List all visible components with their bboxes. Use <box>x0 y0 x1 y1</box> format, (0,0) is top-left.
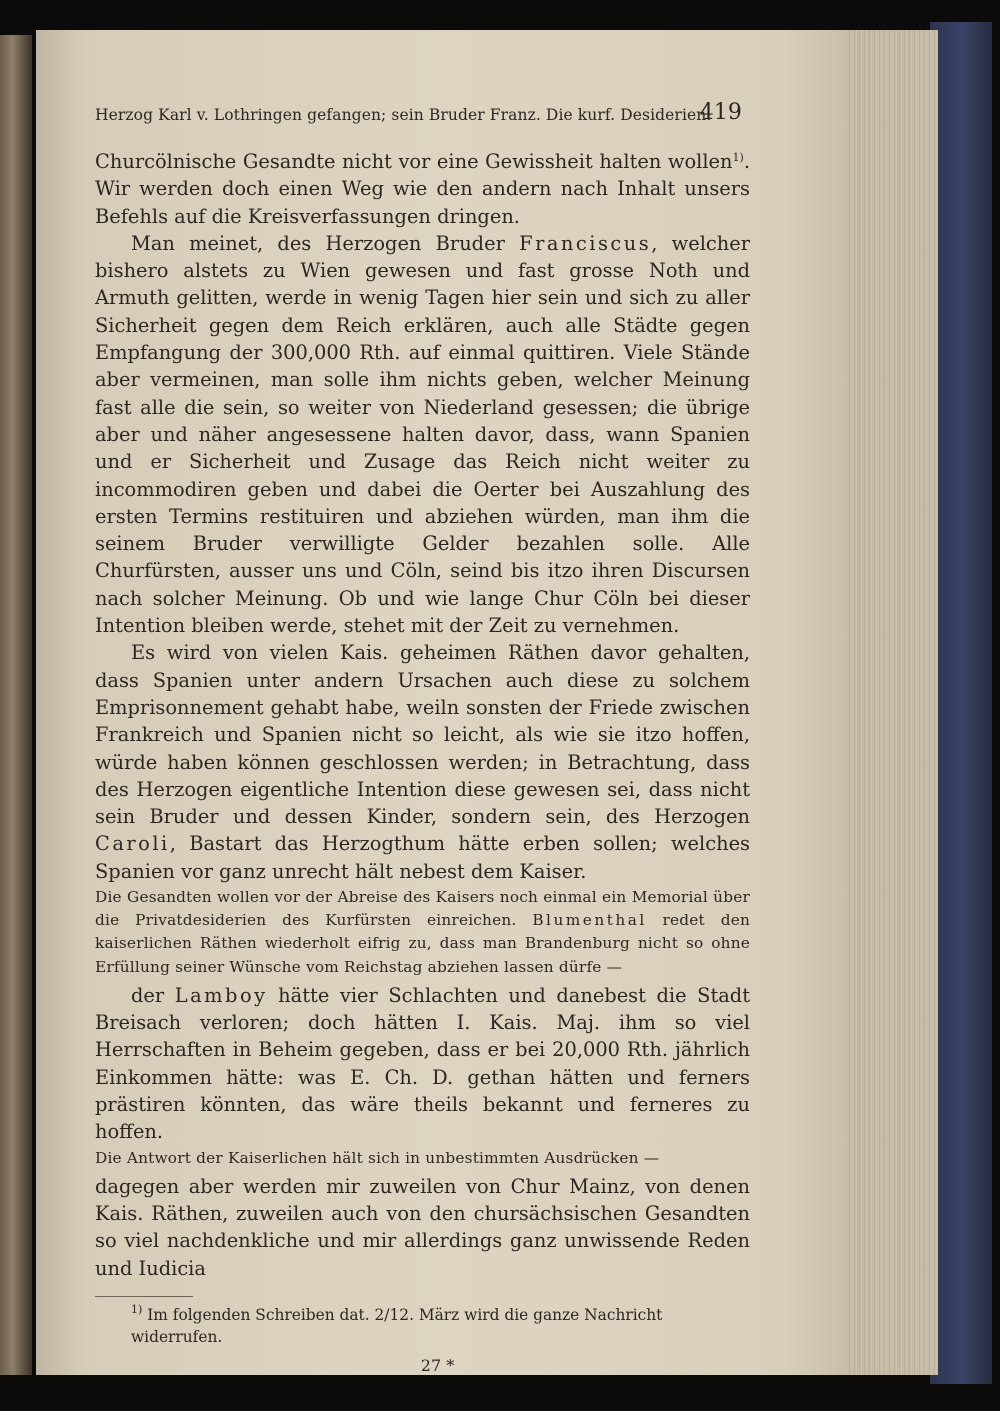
body-text <box>95 148 750 1282</box>
footnote-divider <box>95 1296 193 1297</box>
footnote-reference: 1) <box>732 151 744 164</box>
footnote-mark: 1) <box>131 1303 143 1316</box>
paragraph-3: Es wird von vielen Kais. geheimen Räthen davor gehalten, dass Spanien unter andern Ursachen auch diese zu solchem Emprisonnement gehabt habe, weiln sonsten der Friede zwischen Frankreich und Spanien nicht so leicht, als wie sie itzo hoffen, würde haben können geschlossen werden; in Betrachtung, dass des Herzogen eigentliche Intention diese gewesen sei, dass nicht sein Bruder und dessen Kinder, sondern sein, des Herzogen Caroli, Bastart das Herzogthum hätte erben sollen; welches Spanien vor ganz unrecht hält nebest dem Kaiser. <box>95 641 750 883</box>
left-page-edge <box>0 35 32 1375</box>
page-header <box>95 100 750 132</box>
page-number: 419 <box>699 100 742 125</box>
printer-signature: 27 * <box>420 1356 455 1375</box>
running-head: Herzog Karl v. Lothringen gefangen; sein Bruder Franz. Die kurf. Desiderien. <box>95 106 712 124</box>
footnote: $^{1)}$ Im folgenden Schreiben dat. 2/12. März wird die ganze Nachricht widerrufen. <box>131 1303 663 1346</box>
book-cover-edge <box>930 22 992 1384</box>
editorial-summary: Die Antwort der Kaiserlichen hält sich in unbestimmten Ausdrücken — <box>95 1148 660 1167</box>
page-edges <box>838 30 938 1375</box>
spaced-name: Franciscus <box>519 231 652 255</box>
spaced-name: Lamboy <box>174 983 268 1007</box>
paragraph-2: Man meinet, des Herzogen Bruder Franciscus, welcher bishero alstets zu Wien gewesen und fast grosse Noth und Armuth gelitten, werde in wenig Tagen hier sein und sich zu aller Sicherheit gegen dem Reich erklären, auch alle Städte gegen Empfangung der 300,000 Rth. auf einmal quittiren. Viele Stände aber vermeinen, man solle ihm nichts geben, welcher Meinung fast alle die sein, so weiter von Niederland gesessen; die übrige aber und näher angesessene halten davor, dass, wann Spanien und er Sicherheit und Zusage das Reich nicht weiter zu incommodiren geben und dabei die Oerter bei Auszahlung des ersten Termins restituiren und abziehen würden, man ihm die seinem Bruder verwilligte Gelder bezahlen solle. Alle Churfürsten, ausser uns und Cöln, seind bis itzo ihren Discursen nach solcher Meinung. Ob und wie lange Chur Cöln bei dieser Intention bleiben werde, stehet mit der Zeit zu vernehmen. <box>95 231 750 638</box>
paragraph-5: dagegen aber werden mir zuweilen von Chur Mainz, von denen Kais. Räthen, zuweilen auch von den chursächsischen Gesandten so viel nachdenkliche und mir allerdings ganz unwissende Reden und Iudicia <box>95 1174 750 1280</box>
spaced-name: Blumenthal <box>532 911 647 930</box>
paragraph-4: der Lamboy hätte vier Schlachten und danebest die Stadt Breisach verloren; doch hätten I. Kais. Maj. ihm so viel Herrschaften in Beheim gegeben, dass er bei 20,000 Rth. jährlich Einkommen hätte: was E. Ch. D. gethan hätten und ferners prästiren könnten, das wäre theils bekannt und ferneres zu hoffen. <box>95 983 750 1144</box>
spaced-name: Caroli <box>95 832 170 856</box>
page-content <box>95 100 750 1375</box>
editorial-summary: Die Gesandten wollen vor der Abreise des Kaisers noch einmal ein Memorial über die Privatdesiderien des Kurfürsten einreichen. Blumenthal redet den kaiserlichen Räthen wiederholt eifrig zu, dass man Brandenburg nicht so ohne Erfüllung seiner Wünsche vom Reichstag abziehen lassen dürfe — <box>95 888 751 976</box>
paragraph-1: Churcölnische Gesandte nicht vor eine Gewissheit halten wollen$^{1)}$. Wir werden doch einen Weg wie den andern nach Inhalt unsers Befehls auf die Kreisverfassungen dringen. <box>95 150 750 228</box>
